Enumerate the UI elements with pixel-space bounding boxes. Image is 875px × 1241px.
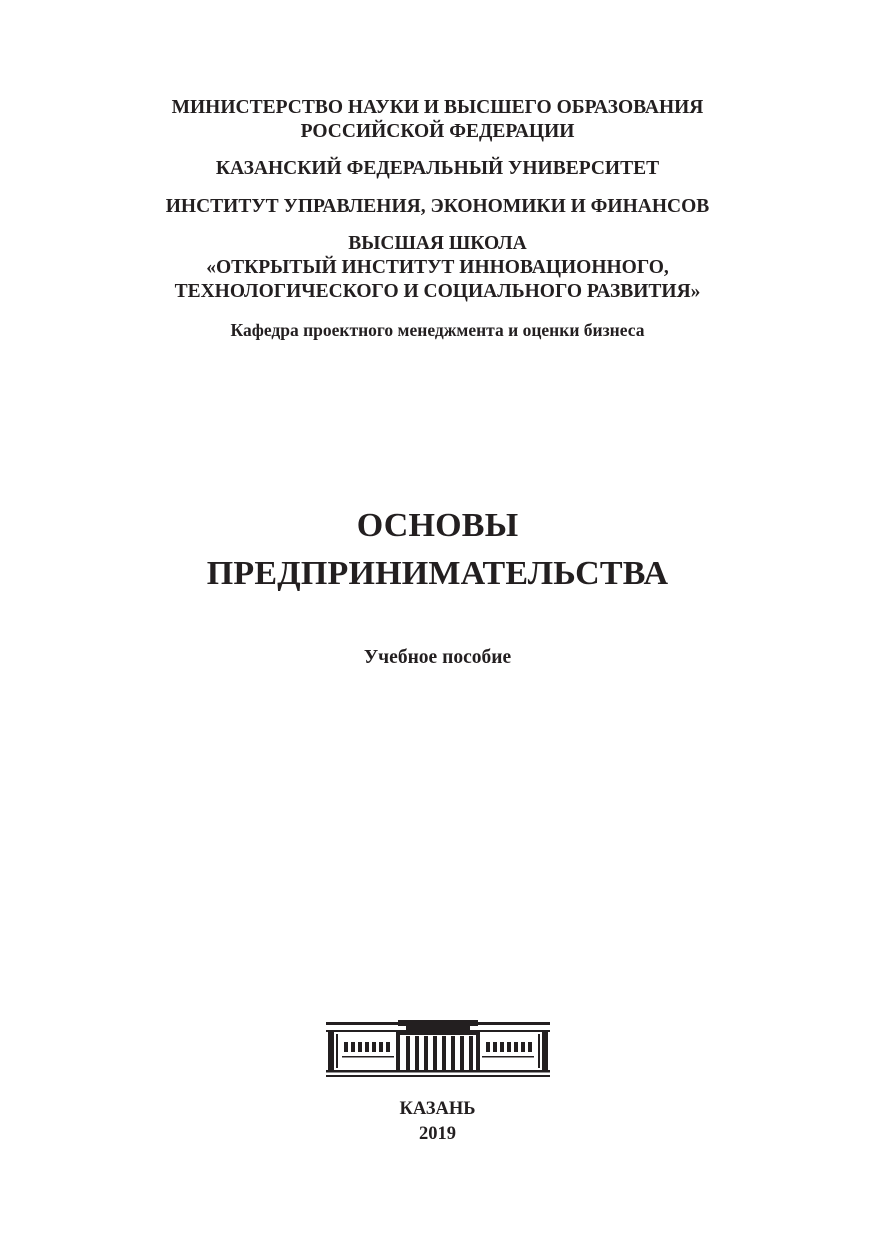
imprint-city: КАЗАНЬ xyxy=(399,1099,476,1119)
ministry-line-2: РОССИЙСКОЙ ФЕДЕРАЦИИ xyxy=(300,121,575,142)
book-subtitle: Учебное пособие xyxy=(363,647,512,668)
school-line-3: ТЕХНОЛОГИЧЕСКОГО И СОЦИАЛЬНОГО РАЗВИТИЯ» xyxy=(174,281,701,302)
university-building-logo-icon xyxy=(326,1020,550,1078)
book-title-line-2: ПРЕДПРИНИМАТЕЛЬСТВА xyxy=(206,555,669,592)
imprint-year: 2019 xyxy=(419,1124,456,1144)
institute-name: ИНСТИТУТ УПРАВЛЕНИЯ, ЭКОНОМИКИ И ФИНАНСОВ xyxy=(165,196,710,217)
ministry-line-1: МИНИСТЕРСТВО НАУКИ И ВЫСШЕГО ОБРАЗОВАНИЯ xyxy=(171,97,704,118)
book-title-line-1: ОСНОВЫ xyxy=(356,507,519,544)
school-line-1: ВЫСШАЯ ШКОЛА xyxy=(348,233,527,254)
university-name: КАЗАНСКИЙ ФЕДЕРАЛЬНЫЙ УНИВЕРСИТЕТ xyxy=(215,158,660,179)
school-line-2: «ОТКРЫТЫЙ ИНСТИТУТ ИННОВАЦИОННОГО, xyxy=(206,257,669,278)
department-name: Кафедра проектного менеджмента и оценки бизнеса xyxy=(230,320,645,340)
